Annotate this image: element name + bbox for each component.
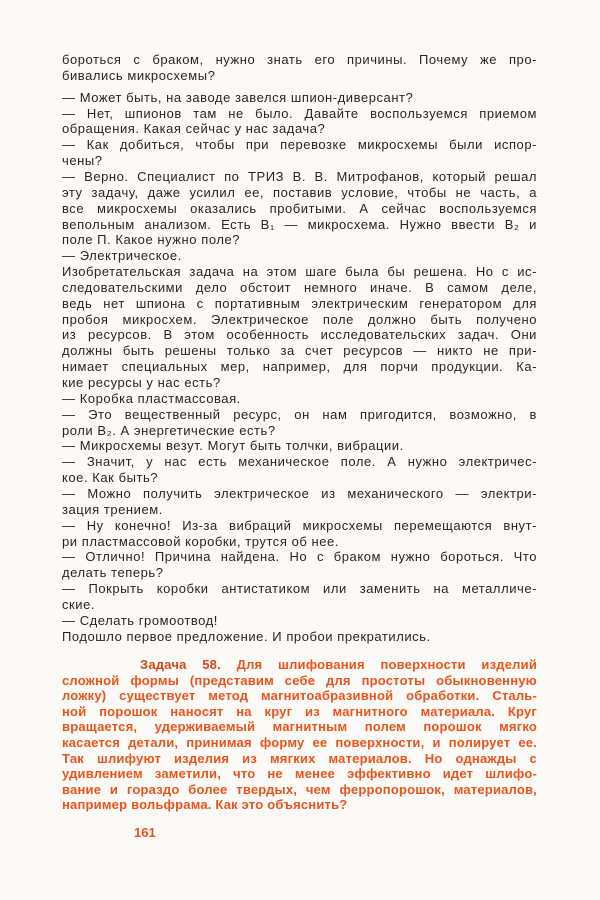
text-line: кое. Как быть? [62, 470, 159, 486]
text-line: бивались микросхемы? [62, 67, 216, 83]
text-line: — Ну конечно! Из-за вибраций микросхемы перемещаются внут- [62, 517, 537, 533]
text-line: эту задачу, даже усилил ее, поставив условие, чтобы не часть, а [62, 184, 537, 200]
task-line [140, 657, 537, 673]
text-line: — Как добиться, чтобы при перевозке микросхемы были испор- [62, 137, 537, 153]
text-line: зация трением. [62, 501, 163, 517]
text-line: — Сделать громоотвод! [62, 612, 218, 628]
text-line: роли В₂. А энергетические есть? [62, 422, 276, 438]
text-line: кие ресурсы у нас есть? [62, 375, 221, 390]
text-line: ведь нет шпиона с портативным электрическим генератором для [62, 295, 537, 311]
text-line: — Отлично! Причина найдена. Но с браком нужно бороться. Что [62, 549, 537, 565]
task-text-line: ложку) существует метод магнитоабразивной обработки. Сталь- [62, 688, 537, 704]
text-line: — Это вещественный ресурс, он нам пригодится, возможно, в [62, 406, 537, 422]
task-text-line: сложной формы (представим себе для простоты обыкновенную [62, 672, 537, 688]
text-line: — Коробка пластмассовая. [62, 390, 241, 406]
text-line: должны быть решены только за счет ресурсов — никто не при- [62, 343, 537, 359]
text-line: вепольным анализом. Есть В₁ — микросхема. Нужно ввести В₂ и [62, 216, 537, 232]
text-line: ри пластмассовой коробки, трутся об нее. [62, 533, 339, 549]
text-line: — Покрыть коробки антистатиком или заменить на металличе- [62, 581, 537, 597]
text-line: — Верно. Специалист по ТРИЗ В. В. Митрофанов, который решал [62, 168, 537, 184]
text-line: — Может быть, на заводе завелся шпион-диверсант? [62, 89, 414, 105]
text-line: пробоя микросхем. Электрическое поле должно быть получено [62, 311, 537, 327]
task-text-line: ной порошок наносят на круг из магнитного материала. Круг [62, 703, 537, 719]
text-line: бороться с браком, нужно знать его причины. Почему же про- [62, 52, 537, 67]
text-line: делать теперь? [62, 565, 164, 581]
text-line: обращения. Какая сейчас у нас задача? [62, 121, 326, 137]
task-text-line: вание и гораздо более твердых, чем ферропорошок, материалов, [62, 781, 537, 797]
task-text-line: Так шлифуют изделия из мягких материалов. Но однажды с [62, 750, 537, 766]
text-line: нимает специальных мер, например, для порчи продукции. Ка- [62, 359, 537, 375]
task-text-line: Для шлифования поверхности изделий [236, 657, 538, 672]
task-text-line: касается детали, принимая форму ее поверхности, и полирует ее. [62, 735, 537, 750]
text-line: — Нет, шпионов там не было. Давайте воспользуемся приемом [62, 105, 537, 121]
text-line: ские. [62, 596, 96, 612]
task-text-line: удивлением заметили, что не менее эффективно идет шлифо- [62, 766, 537, 782]
text-line: — Значит, у нас есть механическое поле. А нужно электричес- [62, 454, 537, 470]
text-line: Изобретательская задача на этом шаге была бы решена. Но с ис- [62, 264, 537, 280]
text-line: — Микросхемы везут. Могут быть толчки, вибрации. [62, 438, 404, 454]
text-line: поле П. Какое нужно поле? [62, 232, 241, 248]
page-number: 161 [134, 825, 156, 840]
text-line: чены? [62, 153, 103, 169]
task-label: Задача 58. [140, 657, 221, 672]
text-line: Подошло первое предложение. И пробои прекратились. [62, 628, 431, 644]
text-line: — Электрическое. [62, 248, 182, 264]
task-text-line: вращается, удерживаемый магнитным полем порошок мягко [62, 719, 537, 735]
text-line: из ресурсов. В этом особенность исследовательских задач. Они [62, 327, 537, 343]
text-line: следовательскими дело обстоит немного иначе. В самом деле, [62, 279, 537, 295]
text-line: — Можно получить электрическое из механического — электри- [62, 485, 537, 501]
text-line: все микросхемы оказались пробитыми. А сейчас воспользуемся [62, 200, 537, 216]
task-text-line: например вольфрама. Как это объяснить? [62, 797, 348, 813]
